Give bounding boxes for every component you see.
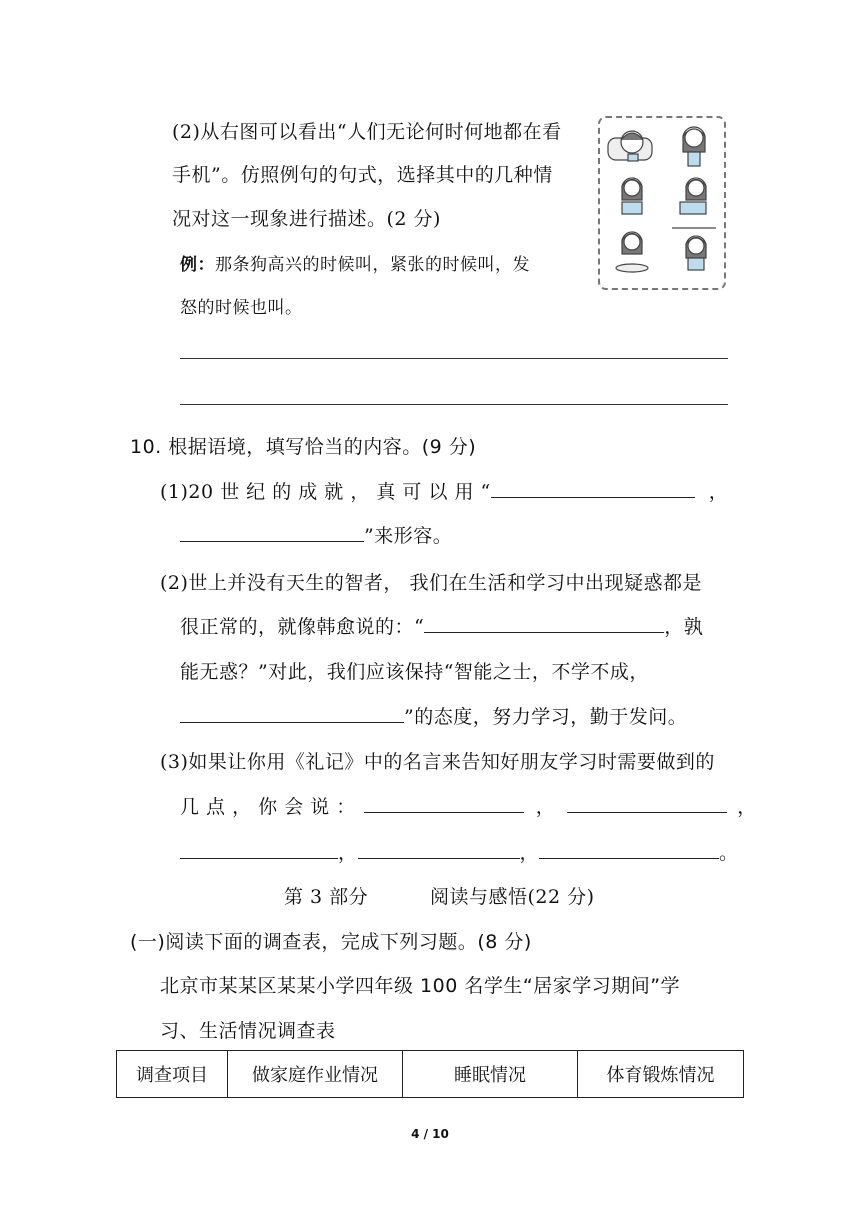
table-header-row <box>117 1051 744 1098</box>
blank-7[interactable] <box>180 840 338 859</box>
part3-heading-left: 第 3 部分 <box>284 886 369 908</box>
comma-3: ， <box>338 842 358 864</box>
page-number: 4 / 10 <box>411 1127 449 1141</box>
column-header: 做家庭作业情况 <box>228 1051 403 1098</box>
q10-p1-text-a: (1)20 世 纪 的 成 就 ， 真 可 以 用 “ <box>160 481 491 503</box>
comma-1: ， <box>535 796 556 818</box>
q10-p2-line1: (2)世上并没有天生的智者， 我们在生活和学习中出现疑惑都是 <box>160 572 702 594</box>
survey-table <box>116 1050 744 1098</box>
q10-p1-line2 <box>180 521 452 548</box>
girl-illustration-icon <box>600 118 724 288</box>
blank-3[interactable] <box>424 614 664 633</box>
example-text-1: 那条狗高兴的时候叫，紧张的时候叫，发 <box>215 255 530 275</box>
q10-p3-text-b: 几 点 ， 你 会 说 ： <box>180 796 356 818</box>
q9-example-line2: 怒的时候也叫。 <box>180 298 303 318</box>
answer-line-2[interactable] <box>180 404 728 405</box>
q10-title: 10. 根据语境，填写恰当的内容。(9 分) <box>130 436 477 458</box>
q10-p2-line3: 能无惑？”对此，我们应该保持“智能之士，不学不成， <box>180 661 649 683</box>
q10-p3-line3 <box>180 838 739 865</box>
q10-p1-text-c: ”来形容。 <box>364 525 453 547</box>
table-title-line1: 北京市某某区某某小学四年级 100 名学生“居家学习期间”学 <box>160 975 681 997</box>
blank-1[interactable] <box>491 479 695 498</box>
table-title-line2: 习、生活情况调查表 <box>160 1020 336 1042</box>
column-header: 睡眠情况 <box>403 1051 578 1098</box>
q10-p2-text-b: 很正常的，就像韩愈说的：“ <box>180 616 425 638</box>
q10-p2-text-e: ”的态度，努力学习，勤于发问。 <box>404 706 688 728</box>
q9-part2-line3: 况对这一现象进行描述。(2 分) <box>172 208 441 230</box>
q9-part2-line1: (2)从右图可以看出“人们无论何时何地都在看 <box>172 121 562 143</box>
blank-9[interactable] <box>539 840 719 859</box>
q9-example-line1 <box>180 250 530 275</box>
q10-p1-comma: ， <box>708 481 729 503</box>
answer-line-1[interactable] <box>180 358 728 359</box>
comma-2: ， <box>737 796 757 818</box>
column-header: 体育锻炼情况 <box>578 1051 744 1098</box>
q10-p2-line4 <box>180 702 687 729</box>
q10-p1-line1 <box>160 477 728 504</box>
comma-4: ， <box>519 842 540 864</box>
blank-2[interactable] <box>180 523 364 542</box>
q10-p2-text-c: ，孰 <box>664 616 704 638</box>
q10-p3-line1: (3)如果让你用《礼记》中的名言来告知好朋友学习时需要做到的 <box>160 751 715 773</box>
blank-5[interactable] <box>364 794 524 813</box>
phone-usage-illustration <box>598 116 726 290</box>
q10-p3-line2 <box>180 792 757 819</box>
blank-4[interactable] <box>180 704 404 723</box>
q10-p2-line2 <box>180 612 703 639</box>
blank-8[interactable] <box>358 840 520 859</box>
q9-part2-line2: 手机”。仿照例句的句式，选择其中的几种情 <box>172 164 553 186</box>
blank-6[interactable] <box>567 794 727 813</box>
part3-heading-right: 阅读与感悟(22 分) <box>430 886 595 908</box>
section1-title: (一)阅读下面的调查表，完成下列习题。(8 分) <box>130 931 532 953</box>
example-label: 例： <box>180 255 215 275</box>
column-header: 调查项目 <box>117 1051 228 1098</box>
period: 。 <box>719 842 739 864</box>
